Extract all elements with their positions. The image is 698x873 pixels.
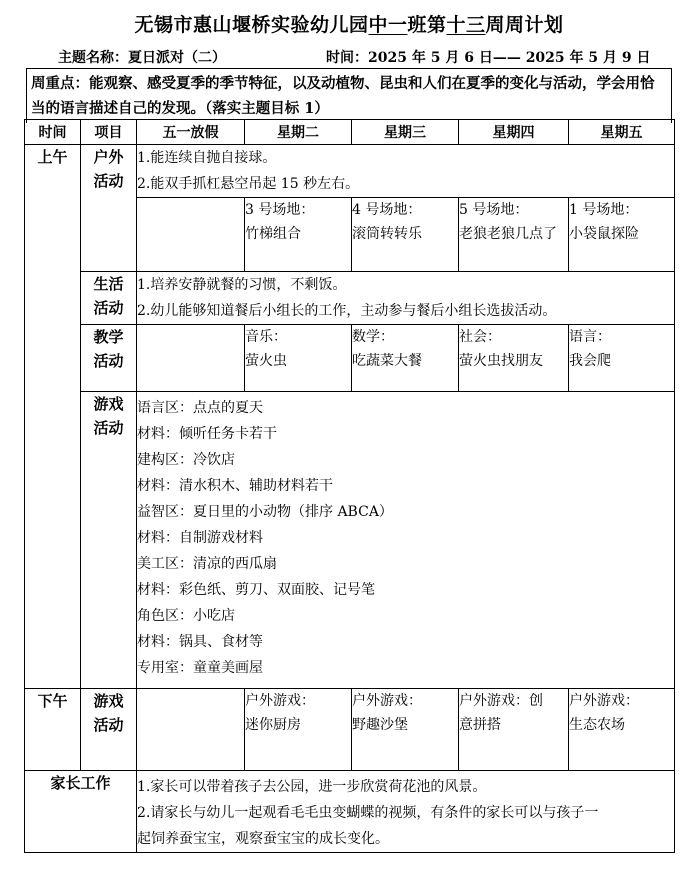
- outdoor-tuesday: 3 号场地： 竹梯组合: [245, 198, 352, 272]
- header-time: 时间: [25, 120, 81, 145]
- header-thursday: 星期四: [459, 120, 569, 145]
- parents-tasks: 1.家长可以带着孩子去公园，进一步欣赏荷花池的风景。 2.请家长与幼儿一起观看毛毛虫变蝴蝶的视频，有条件的家长可以与孩子一 起饲养蚕宝宝，观察蚕宝宝的成长变化。: [137, 771, 675, 853]
- theme-name: 主题名称：夏日派对（二）: [58, 50, 226, 66]
- header-tuesday: 星期二: [245, 120, 352, 145]
- teaching-friday: 语言： 我会爬: [569, 325, 675, 392]
- header-holiday: 五一放假: [137, 120, 245, 145]
- header-row: [25, 120, 675, 145]
- afternoon-friday: 户外游戏： 生态农场: [569, 689, 675, 771]
- afternoon-holiday: [137, 689, 245, 771]
- teaching-tuesday: 音乐： 萤火虫: [245, 325, 352, 392]
- outdoor-goals: 1.能连续自抛自接球。 2.能双手抓杠悬空吊起 15 秒左右。: [137, 145, 675, 198]
- teaching-label: 教学活动: [81, 325, 137, 392]
- afternoon-wednesday: 户外游戏： 野趣沙堡: [352, 689, 459, 771]
- header-friday: 星期五: [569, 120, 675, 145]
- outdoor-thursday: 5 号场地： 老狼老狼几点了: [459, 198, 569, 272]
- outdoor-friday: 1 号场地： 小袋鼠探险: [569, 198, 675, 272]
- page-title: 无锡市惠山堰桥实验幼儿园中一班第十三周周计划: [134, 14, 564, 36]
- date-range: 时间：2025 年 5 月 6 日—— 2025 年 5 月 9 日: [326, 50, 651, 66]
- teaching-thursday: 社会： 萤火虫找朋友: [459, 325, 569, 392]
- afternoon-thursday: 户外游戏：创 意拼搭: [459, 689, 569, 771]
- class-name: 中一: [368, 14, 408, 36]
- teaching-wednesday: 数学： 吃蔬菜大餐: [352, 325, 459, 392]
- games-label: 游戏活动: [81, 392, 137, 689]
- morning-label: 上午: [25, 145, 81, 689]
- afternoon-label: 下午: [25, 689, 81, 771]
- header-item: 项目: [81, 120, 137, 145]
- weekly-focus: 周重点：能观察、感受夏季的季节特征，以及动植物、昆虫和人们在夏季的变化与活动，学会用恰当的语言描述自己的发现。（落实主题目标 1）: [26, 68, 672, 123]
- outdoor-label: 户外活动: [81, 145, 137, 272]
- outdoor-wednesday: 4 号场地： 滚筒转转乐: [352, 198, 459, 272]
- afternoon-tuesday: 户外游戏： 迷你厨房: [245, 689, 352, 771]
- weekly-plan-table: [24, 119, 675, 853]
- header-wednesday: 星期三: [352, 120, 459, 145]
- outdoor-holiday: [137, 198, 245, 272]
- week-number: 十三: [446, 14, 486, 36]
- games-list: 语言区：点点的夏天 材料：倾听任务卡若干 建构区：冷饮店 材料：清水积木、辅助材料若干 益智区：夏日里的小动物（排序 ABCA） 材料：自制游戏材料 美工区：清凉的西瓜扇 材料：彩色纸、剪刀、双面胶、记号笔 角色区：小吃店 材料：锅具、食材等 专用室：童童美画屋: [137, 392, 675, 689]
- life-goals: 1.培养安静就餐的习惯，不剩饭。 2.幼儿能够知道餐后小组长的工作，主动参与餐后小组长选拔活动。: [137, 272, 675, 325]
- life-label: 生活活动: [81, 272, 137, 325]
- parents-label: 家长工作: [25, 771, 137, 853]
- teaching-holiday: [137, 325, 245, 392]
- afternoon-games-label: 游戏活动: [81, 689, 137, 771]
